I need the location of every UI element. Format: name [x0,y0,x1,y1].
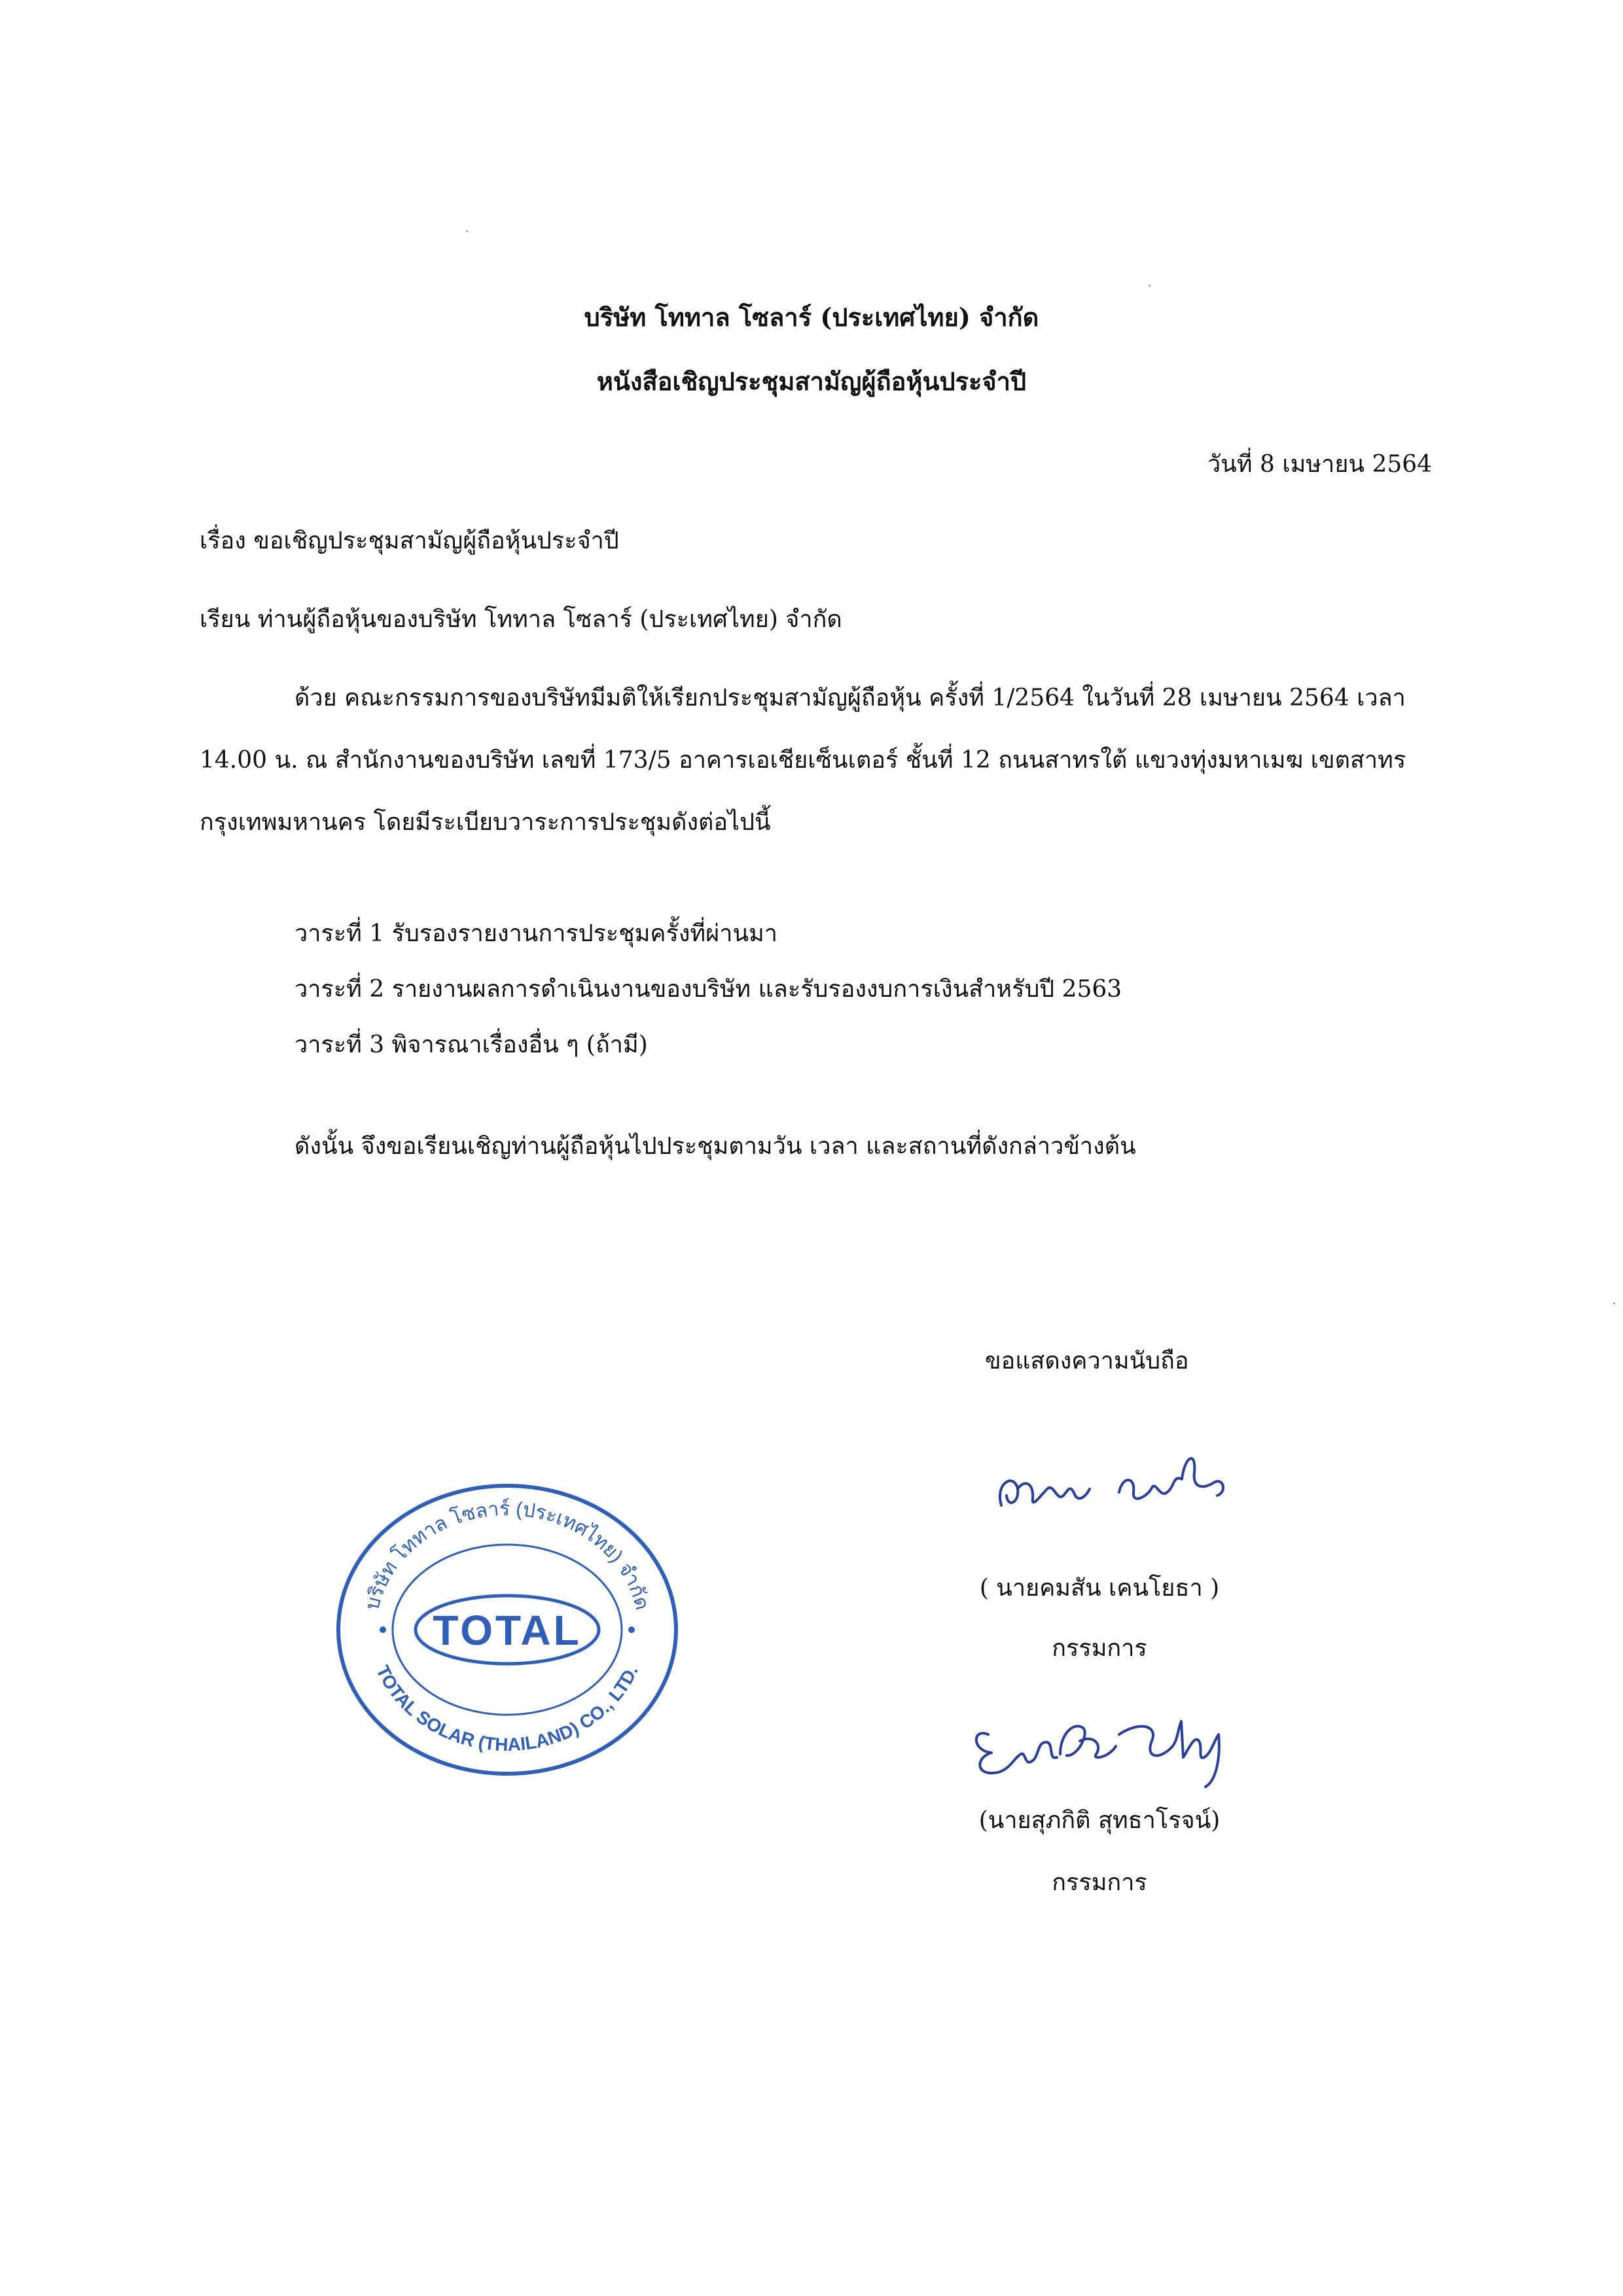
scan-speck [1149,285,1150,287]
recipient-line: เรียน ท่านผู้ถือหุ้นของบริษัท โททาล โซลาร์ (ประเทศไทย) จำกัด [200,606,842,633]
letter-date: วันที่ 8 เมษายน 2564 [1207,451,1433,478]
signature-1 [988,1443,1237,1528]
stamp-top-text: บริษัท โททาล โซลาร์ (ประเทศไทย) จำกัด [361,1498,653,1613]
regards-text: ขอแสดงความนับถือ [985,1348,1189,1374]
signatory-1-name: ( นายคมสัน เคนโยธา ) [979,1575,1220,1602]
document-title: หนังสือเชิญประชุมสามัญผู้ถือหุ้นประจำปี [596,367,1027,396]
scan-speck [466,230,468,232]
body-line-2: 14.00 น. ณ สำนักงานของบริษัท เลขที่ 173/5 อาคารเอเชียเซ็นเตอร์ ชั้นที่ 12 ถนนสาทรใต้ แขวงทุ่งมหาเมฆ เขตสาทร [200,747,1406,774]
agenda-item-1: วาระที่ 1 รับรองรายงานการประชุมครั้งที่ผ่านมา [294,920,778,947]
closing-paragraph: ดังนั้น จึงขอเรียนเชิญท่านผู้ถือหุ้นไปประชุมตามวัน เวลา และสถานที่ดังกล่าวข้างต้น [294,1133,1136,1160]
company-name-heading: บริษัท โททาล โซลาร์ (ประเทศไทย) จำกัด [584,302,1039,332]
stamp-logo-text: TOTAL [433,1607,582,1654]
agenda-item-3: วาระที่ 3 พิจารณาเรื่องอื่น ๆ (ถ้ามี) [294,1031,648,1058]
signatory-1-title: กรรมการ [1052,1635,1147,1662]
company-seal-stamp [330,1476,684,1784]
signature-2 [962,1695,1237,1793]
signatory-2-title: กรรมการ [1052,1869,1147,1896]
scan-speck [1613,1302,1615,1304]
body-line-3: กรุงเทพมหานคร โดยมีระเบียบวาระการประชุมดังต่อไปนี้ [200,809,771,836]
body-line-1: ด้วย คณะกรรมการของบริษัทมีมติให้เรียกประชุมสามัญผู้ถือหุ้น ครั้งที่ 1/2564 ในวันที่ 28 เมษายน 2564 เวลา [294,685,1406,711]
agenda-item-2: วาระที่ 2 รายงานผลการดำเนินงานของบริษัท และรับรองงบการเงินสำหรับปี 2563 [294,976,1122,1003]
subject-line: เรื่อง ขอเชิญประชุมสามัญผู้ถือหุ้นประจำปี [200,528,619,554]
signatory-2-name: (นายสุภกิติ สุทธาโรจน์) [978,1807,1221,1834]
stamp-bottom-text: TOTAL SOLAR (THAILAND) CO., LTD. [372,1662,642,1755]
